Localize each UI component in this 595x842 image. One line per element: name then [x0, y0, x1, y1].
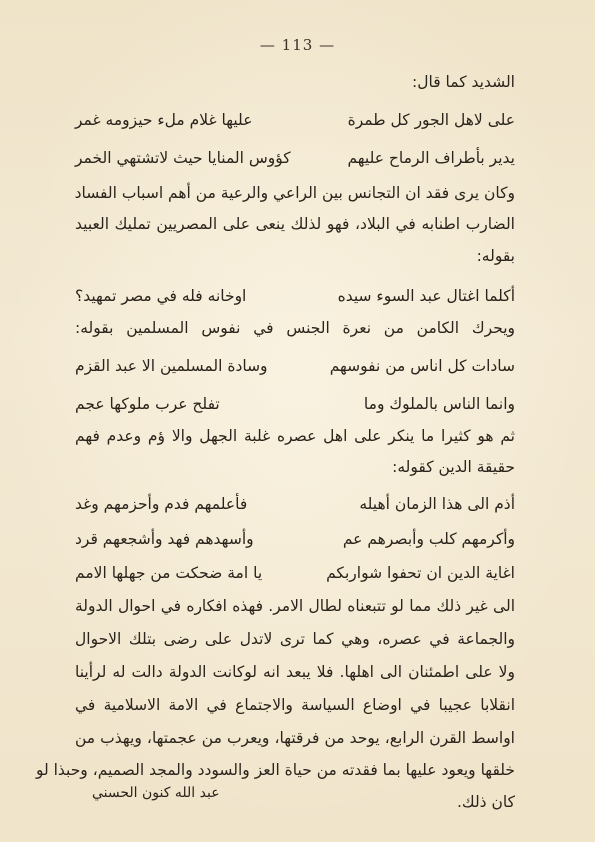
verse-line	[75, 494, 515, 514]
text-line: بقوله:	[476, 247, 515, 265]
page-number: — 113 —	[259, 36, 336, 54]
text-line: والجماعة في عصره، وهي كما ترى لاتدل على رضى بتلك الاحوال	[75, 630, 515, 648]
text-line: اواسط القرن الرابع، يوحد من فرقتها، ويعرب من عجمتها، ويهذب من	[75, 729, 515, 747]
verse-line	[75, 110, 515, 130]
author-signature: عبد الله كنون الحسني	[92, 785, 220, 801]
text-line: ثم هو كثيرا ما ينكر على اهل عصره غلبة الجهل والا ؤم وعدم فهم	[75, 427, 515, 445]
verse-text: أذم الى هذا الزمان أهيله	[359, 495, 515, 513]
verse-line	[75, 286, 515, 306]
verse-line	[75, 394, 515, 414]
verse-line	[75, 356, 515, 376]
verse-text-second-hemistich: اوخانه فله في مصر تمهيد؟	[75, 287, 247, 305]
verse-text-second-hemistich: وسادة المسلمين الا عبد القزم	[75, 357, 268, 375]
text-line: انقلابا عجيبا في اوضاع السياسة والاجتماع في الامة الاسلامية في	[75, 696, 515, 714]
verse-text-second-hemistich: عليها غلام ملء حيزومه غمر	[75, 111, 253, 129]
verse-text: سادات كل اناس من نفوسهم	[329, 357, 515, 375]
text-line: حقيقة الدين كقوله:	[392, 458, 515, 476]
verse-text-second-hemistich: يا امة ضحكت من جهلها الامم	[75, 564, 263, 582]
verse-text-second-hemistich: فأعلمهم فدم وأحزمهم وغد	[75, 495, 248, 513]
text-line: الى غير ذلك مما لو تتبعناه لطال الامر. فهذه افكاره في احوال الدولة	[75, 597, 515, 615]
verse-line	[75, 148, 515, 168]
text-line: ولا على اطمئنان الى اهلها. فلا يبعد انه لوكانت الدولة دالت له لرأينا	[75, 663, 515, 681]
verse-text: يدير بأطراف الرماح عليهم	[347, 149, 515, 167]
text-line: كان ذلك.	[456, 793, 515, 811]
verse-text-second-hemistich: وأسهدهم فهد وأشجعهم قرد	[75, 530, 254, 548]
verse-line	[75, 563, 515, 583]
text-line: خلقها ويعود عليها بما فقدته من حياة العز والسودد والمجد الصميم، وحبذا لو	[35, 761, 515, 779]
verse-text: على لاهل الجور كل طمرة	[347, 111, 515, 129]
verse-text: اغاية الدين ان تحفوا شواربكم	[326, 564, 515, 582]
verse-text-second-hemistich: تفلح عرب ملوكها عجم	[75, 395, 220, 413]
verse-text: أكلما اغتال عبد السوء سيده	[337, 287, 515, 305]
verse-text: وانما الناس بالملوك وما	[363, 395, 515, 413]
text-line: الضارب اطنابه في البلاد، فهو لذلك ينعى على المصريين تمليك العبيد	[75, 215, 515, 233]
verse-text: وأكرمهم كلب وأبصرهم عم	[342, 530, 515, 548]
text-line: الشديد كما قال:	[412, 73, 515, 91]
verse-text-second-hemistich: كؤوس المنايا حيث لاتشتهي الخمر	[75, 149, 291, 167]
text-line: وكان يرى فقد ان التجانس بين الراعي والرعية من أهم اسباب الفساد	[74, 184, 515, 202]
verse-line	[75, 529, 515, 549]
text-line: ويحرك الكامن من نعرة الجنس في نفوس المسلمين بقوله:	[75, 319, 515, 337]
